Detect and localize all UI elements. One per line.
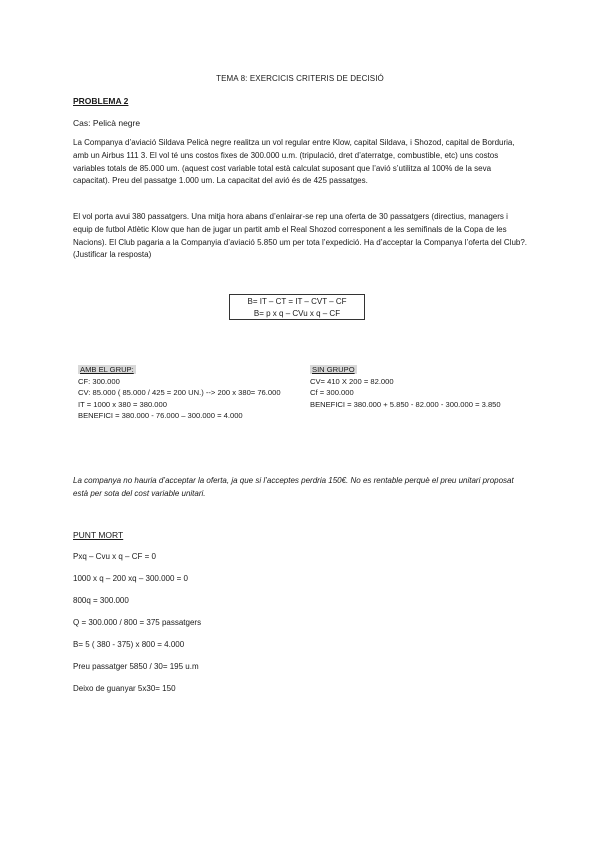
problem-statement-paragraph-2: El vol porta avui 380 passatgers. Una mitja hora abans d’enlairar-se rep una oferta de 30 passatgers (directius, managers i equip de futbol Atlètic Klow que han de jugar un partit amb el Real Shozod corresponent a les semifinals de la Copa de les Nacions). El Club pagaria a la Companyia d’aviació 5.850 um per tota l’expedició. Ha d’acceptar la Companya l’oferta del Club?. (Justificar la resposta) (73, 212, 528, 260)
with-group-line: BENEFICI = 380.000 - 76.000 – 300.000 = 4.000 (78, 411, 243, 421)
formula-line-2: B= p x q – CVu x q – CF (253, 309, 341, 318)
without-group-column (310, 364, 530, 410)
with-group-line: CF: 300.000 (78, 376, 120, 386)
with-group-column (78, 364, 304, 422)
document-title: TEMA 8: EXERCICIS CRITERIS DE DECISIÓ (216, 74, 384, 83)
without-group-heading: SIN GRUPO (312, 365, 355, 374)
without-group-line: CV= 410 X 200 = 82.000 (310, 376, 394, 386)
break-even-line: Preu passatger 5850 / 30= 195 u.m (73, 662, 199, 671)
break-even-line: Deixo de guanyar 5x30= 150 (73, 684, 176, 693)
break-even-line: Q = 300.000 / 800 = 375 passatgers (73, 618, 202, 627)
break-even-line: 800q = 300.000 (73, 596, 129, 605)
break-even-line: Pxq – Cvu x q – CF = 0 (73, 552, 156, 561)
problem-heading: PROBLEMA 2 (73, 96, 129, 106)
formula-line-1: B= IT – CT = IT – CVT – CF (247, 297, 347, 306)
with-group-line: CV: 85.000 ( 85.000 / 425 = 200 UN.) --> 200 x 380= 76.000 (78, 388, 281, 398)
conclusion-text: La companya no hauria d’acceptar la oferta, ja que si l’acceptes perdria 150€. No es rentable perquè el preu unitari proposat està per sota del cost variable unitari. (73, 476, 514, 498)
without-group-line: BENEFICI = 380.000 + 5.850 - 82.000 - 300.000 = 3.850 (310, 399, 501, 409)
case-title: Cas: Pelicà negre (73, 118, 141, 128)
break-even-heading: PUNT MORT (73, 530, 124, 540)
break-even-line: 1000 x q – 200 xq – 300.000 = 0 (73, 574, 188, 583)
problem-statement-paragraph-1: La Companya d’aviació Sildava Pelicà negre realitza un vol regular entre Klow, capital Sildava, i Shozod, capital de Borduria, amb un Airbus 111 3. El vol té uns costos fixes de 300.000 u.m. (tripulació, dret d’aterratge, combustible, etc) uns costos variables totals de 85.000 um. (aquest cost variable total està calculat suposant que l’avió s’utilitza al 100% de la seva capacitat). Preu del passatge 1.000 um. La capacitat del avió és de 425 passatges. (73, 138, 515, 186)
with-group-heading: AMB EL GRUP: (80, 365, 134, 374)
with-group-line: IT = 1000 x 380 = 380.000 (78, 399, 167, 409)
profit-formula-box (229, 294, 365, 320)
without-group-line: Cf = 300.000 (310, 388, 354, 398)
break-even-line: B= 5 ( 380 - 375) x 800 = 4.000 (73, 640, 185, 649)
